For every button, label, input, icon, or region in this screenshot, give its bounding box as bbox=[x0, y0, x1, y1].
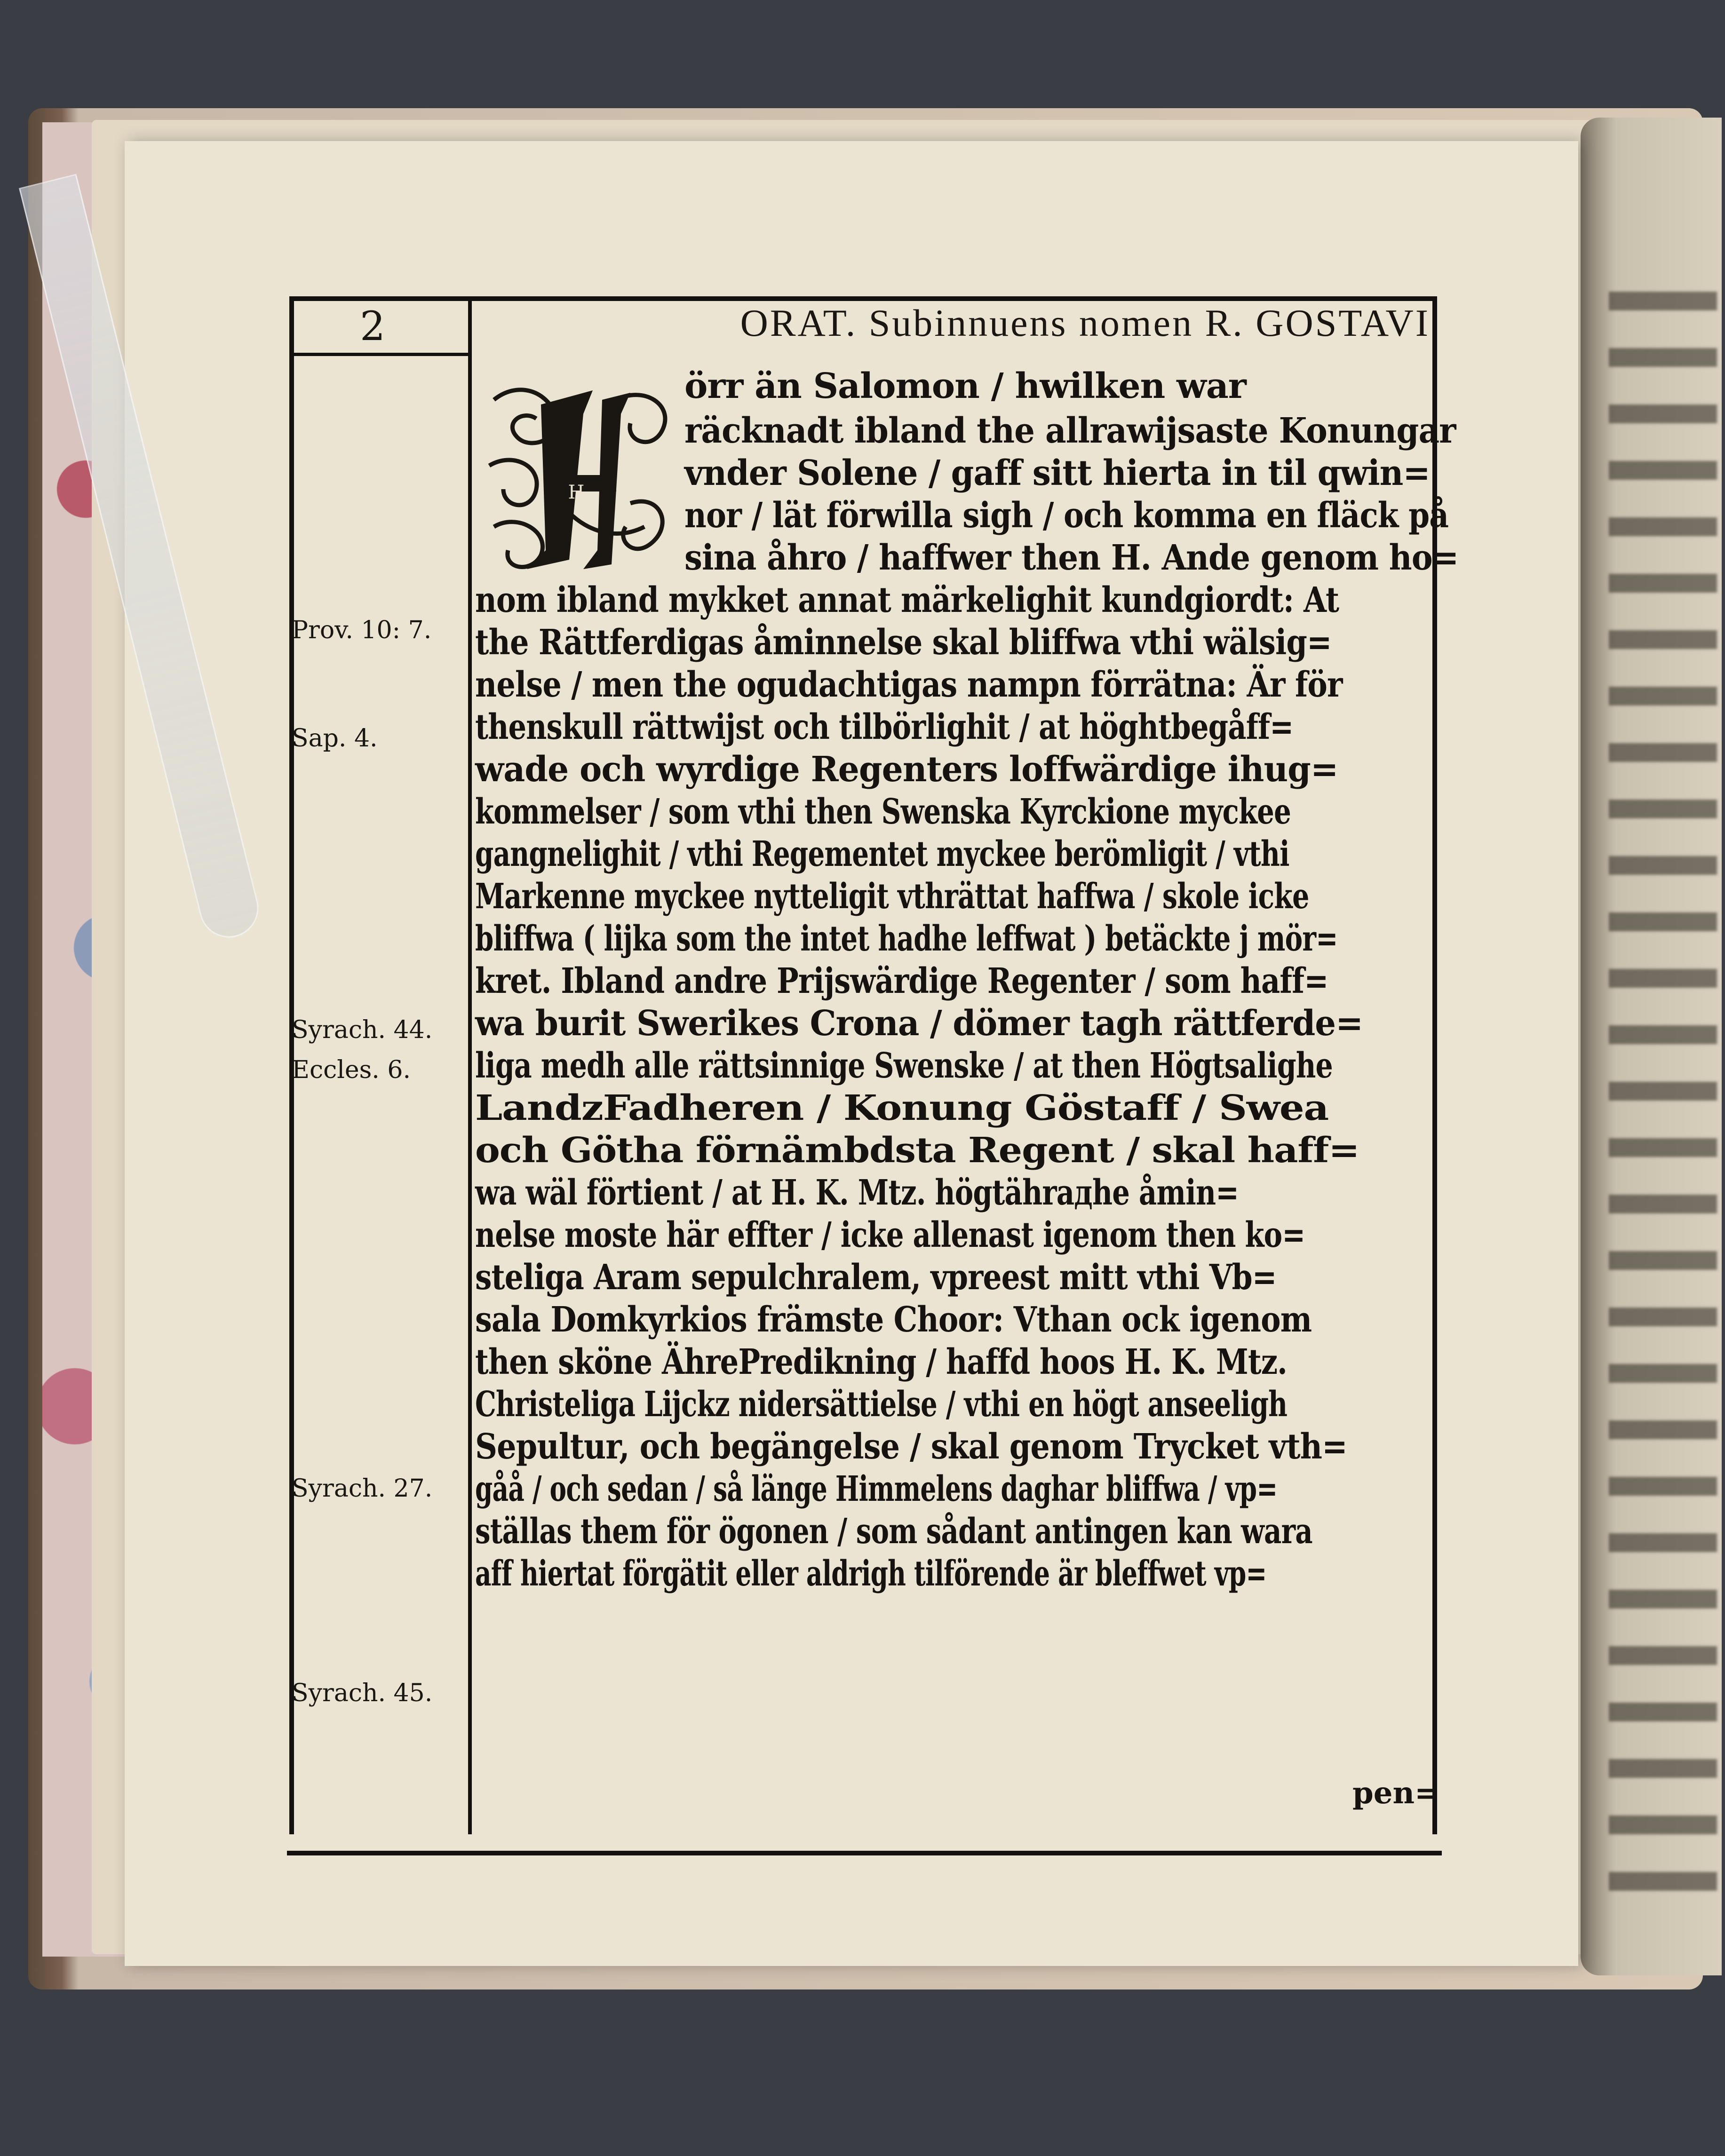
margin-note-prov: Prov. 10: 7. bbox=[292, 616, 432, 644]
running-head: ORAT. Subinnuens nomen R. GOSTAVI bbox=[740, 301, 1430, 344]
text-line: Markenne myckee nytteligit vthrättat haffwa / skole icke bbox=[475, 876, 1309, 917]
text-line: aff hiertat förgätit eller aldrigh tilförende är bleffwet vp= bbox=[475, 1554, 1267, 1594]
text-line: och Götha förnämbdsta Regent / skal haff= bbox=[475, 1130, 1359, 1171]
text-line: vnder Solene / gaff sitt hierta in til qwin= bbox=[684, 453, 1430, 493]
margin-note-eccles: Eccles. 6. bbox=[292, 1056, 411, 1084]
text-line: steliga Aram sepulchralem, vpreest mitt vthi Vb= bbox=[475, 1257, 1277, 1298]
frame-bottom-rule bbox=[287, 1851, 1442, 1855]
decorated-initial-icon bbox=[475, 372, 677, 579]
page-number: 2 bbox=[360, 303, 386, 350]
margin-note-syrach-44: Syrach. 44. bbox=[292, 1016, 433, 1044]
text-line: bliffwa ( lijka som the intet hadhe leffwat ) betäckte j mör= bbox=[475, 919, 1338, 959]
text-line: ställas them för ögonen / som sådant antingen kan wara bbox=[475, 1511, 1312, 1552]
margin-note-syrach-45: Syrach. 45. bbox=[292, 1679, 433, 1707]
frame-head-rule bbox=[289, 353, 468, 356]
text-line: wa burit Swerikes Crona / dömer tagh rättferde= bbox=[475, 1003, 1363, 1044]
text-line: sina åhro / haffwer then H. Ande genom ho= bbox=[684, 538, 1459, 578]
text-line: liga medh alle rättsinnige Swenske / at then Högtsalighe bbox=[475, 1046, 1333, 1086]
text-line: LandzFadheren / Konung Göstaff / Swea bbox=[475, 1088, 1329, 1128]
text-line: nelse / men the ogudachtigas nampn förrätna: Är för bbox=[475, 665, 1343, 705]
text-line: kommelser / som vthi then Swenska Kyrckione myckee bbox=[475, 792, 1291, 832]
text-line: wa wäl förtient / at H. K. Mtz. högtährадhe åmin= bbox=[475, 1173, 1239, 1213]
frame-margin-rule bbox=[468, 296, 472, 1834]
margin-note-sap: Sap. 4. bbox=[292, 724, 378, 753]
initial-letter: H bbox=[568, 482, 585, 503]
text-line: örr än Salomon / hwilken war bbox=[684, 366, 1246, 406]
text-line: thenskull rättwijst och tilbörlighit / at höghtbegåff= bbox=[475, 707, 1294, 747]
text-line: wade och wyrdige Regenters loffwärdige ihug= bbox=[475, 749, 1338, 790]
text-line: Sepultur, och begängelse / skal genom Trycket vth= bbox=[475, 1427, 1347, 1467]
text-line: then sköne ÄhrePredikning / haffd hoos H. K. Mtz. bbox=[475, 1342, 1287, 1382]
text-line: sala Domkyrkios främste Choor: Vthan ock igenom bbox=[475, 1300, 1312, 1340]
text-line: kret. Ibland andre Prijswärdige Regenter / som haff= bbox=[475, 961, 1328, 1001]
text-line: nor / lät förwilla sigh / och komma en fläck på bbox=[684, 495, 1449, 536]
text-line: the Rättferdigas åminnelse skal bliffwa vthi wälsig= bbox=[475, 622, 1332, 663]
text-line: gåå / och sedan / så länge Himmelens daghar bliffwa / vp= bbox=[475, 1469, 1278, 1509]
text-frame bbox=[289, 296, 1459, 1834]
frame-top-rule bbox=[289, 296, 1437, 301]
text-line: Christeliga Lijckz nidersättielse / vthi en högt anseeligh bbox=[475, 1384, 1288, 1425]
text-line: räcknadt ibland the allrawijsaste Konungar bbox=[684, 411, 1456, 451]
facing-page-text bbox=[1609, 292, 1717, 1914]
text-line: gangnelighit / vthi Regementet myckee berömligit / vthi bbox=[475, 834, 1289, 874]
text-line: nelse moste här effter / icke allenast igenom then ko= bbox=[475, 1215, 1305, 1255]
catchword: pen= bbox=[1352, 1776, 1440, 1811]
margin-note-syrach-27: Syrach. 27. bbox=[292, 1474, 433, 1503]
text-line: nom ibland mykket annat märkelighit kundgiordt: At bbox=[475, 580, 1339, 620]
